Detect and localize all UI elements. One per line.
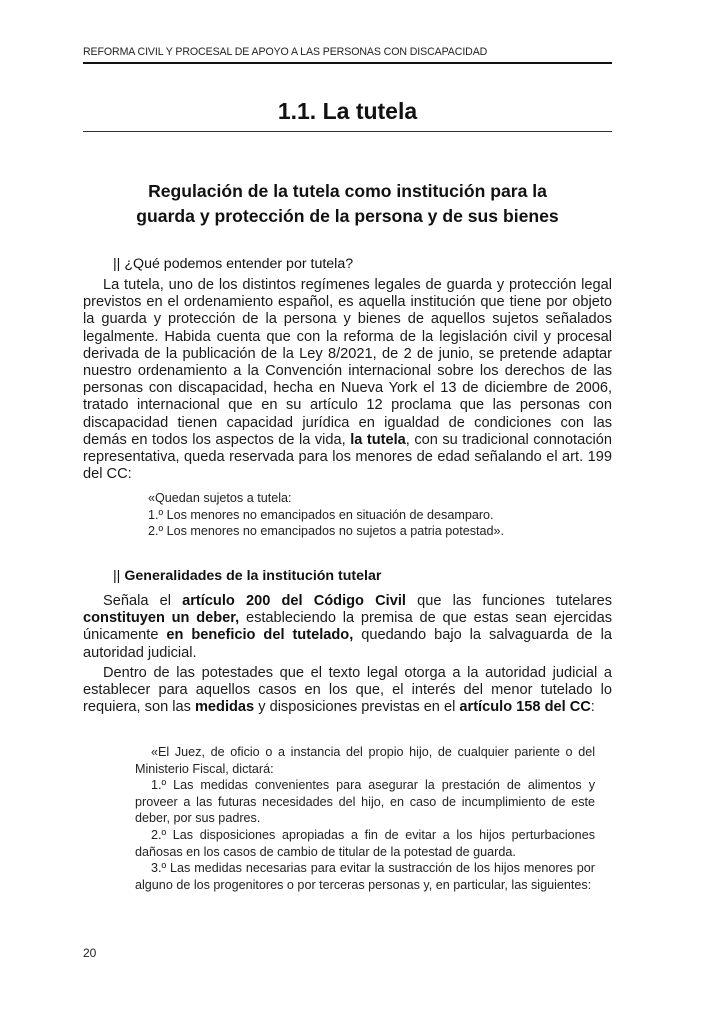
- paragraph-art-200: [83, 593, 612, 662]
- subhead-generalidades: [113, 568, 381, 584]
- paragraph-bold: la tutela: [350, 431, 406, 448]
- paragraph-bold: artículo 158 del CC: [459, 699, 591, 716]
- paragraph-bold: medidas: [194, 699, 255, 716]
- paragraph-text: Dentro de las potestades que el texto legal otorga a la autoridad judicial a establecer para aquellos casos en los que, el interés del menor tutelado lo requiera, son las: [83, 665, 612, 716]
- paragraph-bold: artículo 200 del Código Civil: [182, 593, 406, 609]
- quote-paragraph: «El Juez, de oficio o a instancia del propio hijo, de cualquier pariente o del Ministerio Fiscal, dictará:: [135, 745, 595, 776]
- page-number: 20: [83, 946, 97, 960]
- quote-line: 2.º Los menores no emancipados no sujetos a patria potestad».: [148, 524, 505, 538]
- quote-paragraph: 1.º Las medidas convenientes para asegurar la prestación de alimentos y proveer a las futuras necesidades del hijo, en caso de incumplimiento de este deber, por sus padres.: [135, 778, 595, 826]
- subhead-text: Generalidades de la institución tutelar: [124, 568, 382, 584]
- paragraph-text: :: [590, 699, 595, 716]
- quote-art-158: [135, 744, 595, 893]
- section-title: [90, 179, 605, 229]
- title-rule: [83, 131, 612, 132]
- subhead-marker: ||: [113, 256, 121, 272]
- paragraph-intro: [83, 277, 612, 483]
- subhead-text: ¿Qué podemos entender por tutela?: [124, 256, 354, 272]
- paragraph-text: quedando bajo la salvaguarda de la autoridad judicial.: [83, 627, 612, 661]
- quote-line: 1.º Los menores no emancipados en situación de desamparo.: [148, 507, 494, 522]
- paragraph-text: Señala el: [103, 593, 183, 609]
- quote-art-199: [148, 490, 596, 540]
- section-title-line-2: guarda y protección de la persona y de sus bienes: [136, 206, 559, 226]
- paragraph-bold: en beneficio del tutelado,: [166, 627, 354, 644]
- quote-line: «Quedan sujetos a tutela:: [148, 491, 292, 505]
- running-header: REFORMA CIVIL Y PROCESAL DE APOYO A LAS PERSONAS CON DISCAPACIDAD: [83, 46, 488, 58]
- paragraph-text: , con su tradicional connotación representativa, queda reservada para los menores de edad señalando el art. 199 del CC:: [83, 431, 612, 483]
- paragraph-text: La tutela, uno de los distintos regímenes legales de guarda y protección legal previstos en el ordenamiento español, es aquella institución que tiene por objeto la guarda y protección de la persona y bienes de aquellos sujetos señalados legalmente. Habida cuenta que con la reforma de la legislación civil y procesal derivada de la publicación de la Ley 8/2021, de 2 de junio, se pretende adaptar nuestro ordenamiento a la Convención internacional sobre los derechos de las personas con discapacidad, hecha en Nueva York el 13 de diciembre de 2006, tratado internacional que en su artículo 12 proclama que las personas con discapacidad tienen capacidad jurídica en igualdad de condiciones con las demás en todos los aspectos de la vida,: [83, 277, 612, 448]
- subhead-what-is-tutela: [113, 256, 353, 272]
- quote-paragraph: 2.º Las disposiciones apropiadas a fin de evitar a los hijos perturbaciones dañosas en los casos de cambio de titular de la potestad de guarda.: [135, 827, 595, 859]
- section-title-line-1: Regulación de la tutela como institución para la: [148, 181, 547, 201]
- paragraph-text: y disposiciones previstas en el: [254, 699, 460, 716]
- paragraph-bold: constituyen un deber,: [83, 610, 240, 627]
- paragraph-text: que las funciones tutelares: [405, 593, 612, 609]
- paragraph-art-158: [83, 665, 612, 717]
- quote-paragraph: 3.º Las medidas necesarias para evitar la sustracción de los hijos menores por alguno de los progenitores o por terceras personas y, en particular, las siguientes:: [135, 861, 595, 892]
- subhead-marker: ||: [113, 568, 121, 584]
- header-rule: [83, 62, 612, 64]
- chapter-title: 1.1. La tutela: [277, 98, 418, 124]
- paragraph-text: estableciendo la premisa de que estas sean ejercidas únicamente: [83, 610, 613, 644]
